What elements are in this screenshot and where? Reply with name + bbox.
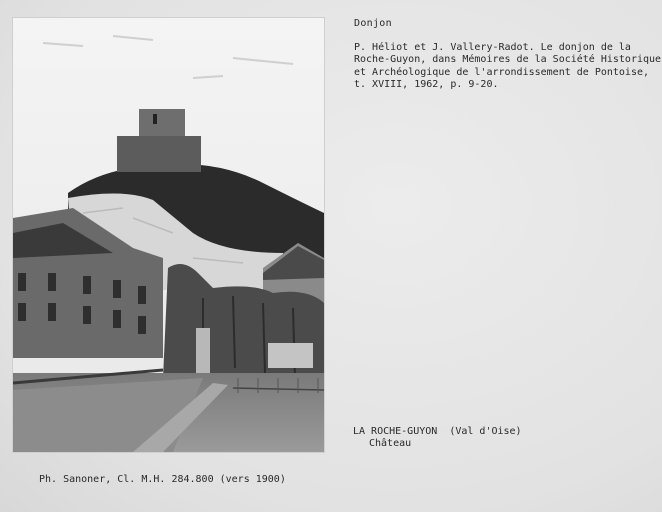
location-caption: LA ROCHE-GUYON (Val d'Oise)	[353, 426, 522, 437]
record-heading: Donjon	[354, 18, 392, 29]
subject-caption: Château	[369, 438, 412, 449]
photo-credit: Ph. Sanoner, Cl. M.H. 284.800 (vers 1900)	[39, 474, 286, 485]
bibliography-line: t. XVIII, 1962, p. 9-20.	[354, 79, 499, 91]
bibliography-reference	[354, 42, 661, 92]
bibliography-line: P. Héliot et J. Vallery-Radot. Le donjon de la	[354, 42, 631, 53]
photograph-donjon	[13, 18, 324, 452]
bibliography-line: Roche-Guyon, dans Mémoires de la Société Historique	[354, 54, 662, 66]
bibliography-line: et Archéologique de l'arrondissement de Pontoise,	[354, 66, 650, 78]
photo-illustration	[13, 18, 324, 452]
